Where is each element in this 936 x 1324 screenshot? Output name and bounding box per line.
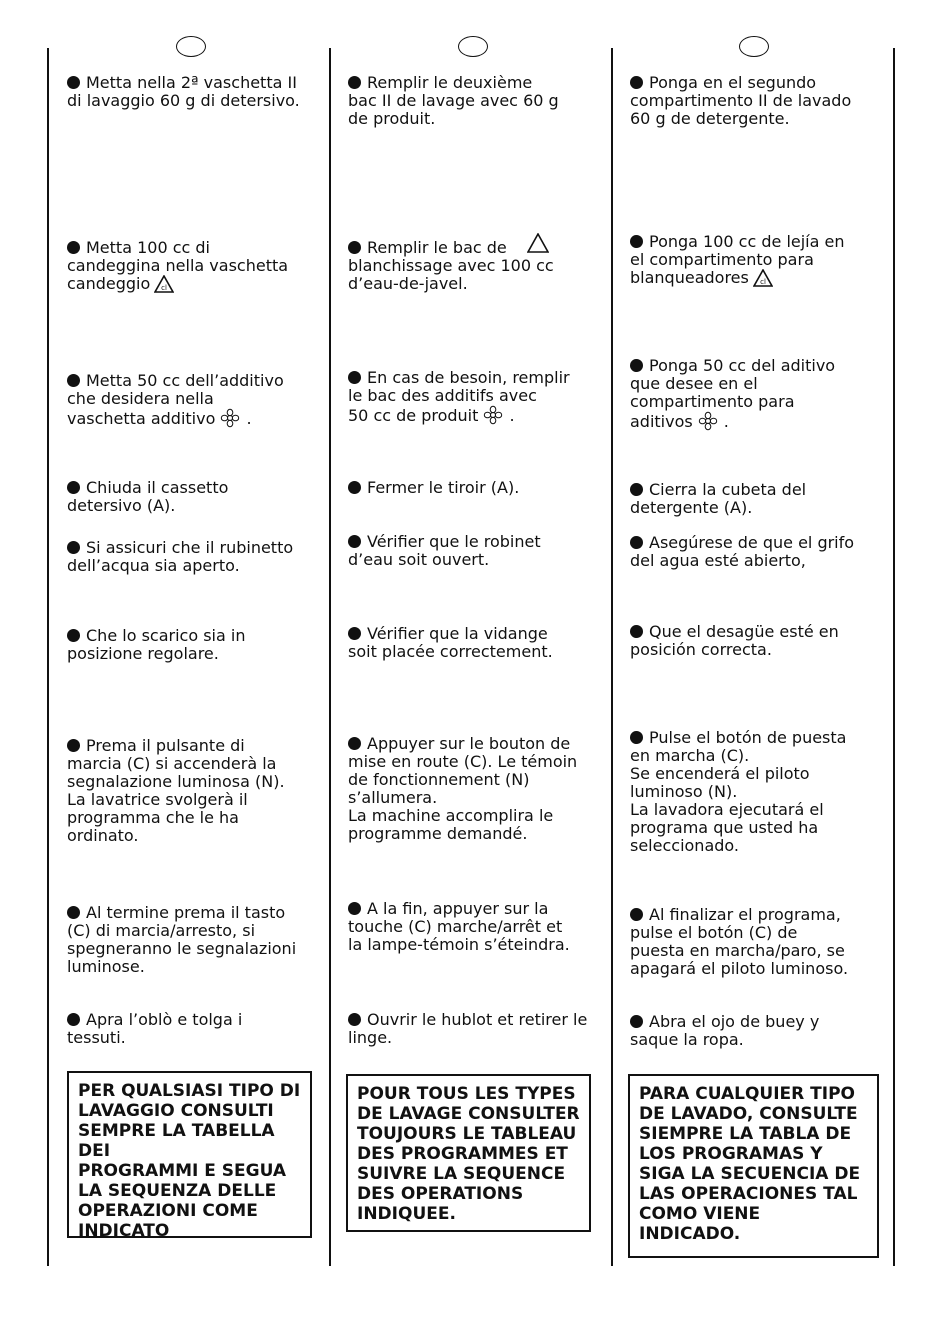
flower-additive-icon <box>697 411 719 431</box>
es-step-tap: Asegúrese de que el grifo del agua esté abierto, <box>630 533 855 570</box>
bullet-icon <box>67 739 80 752</box>
fr-step-drain: Vérifier que la vidange soit placée correctement. <box>348 624 553 661</box>
bullet-icon <box>630 359 643 372</box>
column-divider-right <box>893 48 895 1266</box>
bullet-icon <box>67 481 80 494</box>
bleach-warning-icon <box>154 275 174 293</box>
bullet-icon <box>630 908 643 921</box>
bleach-triangle-icon <box>527 233 549 253</box>
language-badge-italian <box>176 36 206 57</box>
fr-step-detergent: Remplir le deuxième bac II de lavage avec 60 g de produit. <box>348 73 559 128</box>
it-step-close-drawer: Chiuda il cassetto detersivo (A). <box>67 478 229 515</box>
bullet-icon <box>348 371 361 384</box>
fr-step-start: Appuyer sur le bouton de mise en route (C). Le témoin de fonctionnement (N) s’allumera. La machine accomplira le programme demandé. <box>348 734 578 843</box>
it-step-bleach: Metta 100 cc di candeggina nella vaschetta candeggio cl <box>67 238 289 293</box>
column-divider-left <box>47 48 49 1266</box>
language-badge-spanish <box>739 36 769 57</box>
fr-step-bleach: Remplir le bac de blanchissage avec 100 cc d’eau-de-javel. <box>348 238 554 293</box>
bullet-icon <box>630 536 643 549</box>
es-step-detergent: Ponga en el segundo compartimento II de lavado 60 g de detergente. <box>630 73 852 128</box>
bullet-icon <box>67 374 80 387</box>
it-step-detergent: Metta nella 2ª vaschetta II di lavaggio 60 g di detersivo. <box>67 73 300 110</box>
bullet-icon <box>348 76 361 89</box>
bullet-icon <box>348 535 361 548</box>
es-step-start: Pulse el botón de puesta en marcha (C). Se encenderá el piloto luminoso (N). La lavadora ejecutará el programa que usted ha seleccionado. <box>630 728 847 855</box>
it-notice-box: PER QUALSIASI TIPO DI LAVAGGIO CONSULTI SEMPRE LA TABELLA DEI PROGRAMMI E SEGUA LA SEQUENZA DELLE OPERAZIONI COME INDICATO <box>67 1071 312 1238</box>
svg-text:cl: cl <box>161 284 168 292</box>
bullet-icon <box>67 541 80 554</box>
es-step-open-door: Abra el ojo de buey y saque la ropa. <box>630 1012 820 1049</box>
bullet-icon <box>630 625 643 638</box>
es-step-drain: Que el desagüe esté en posición correcta. <box>630 622 839 659</box>
bullet-icon <box>67 1013 80 1026</box>
it-step-drain: Che lo scarico sia in posizione regolare. <box>67 626 246 663</box>
bullet-icon <box>348 241 361 254</box>
es-notice-box: PARA CUALQUIER TIPO DE LAVADO, CONSULTE SIEMPRE LA TABLA DE LOS PROGRAMAS Y SIGA LA SECUENCIA DE LAS OPERACIONES TAL COMO VIENE INDICADO. <box>628 1074 879 1258</box>
bullet-icon <box>67 241 80 254</box>
it-step-open-door: Apra l’oblò e tolga i tessuti. <box>67 1010 243 1047</box>
bullet-icon <box>630 483 643 496</box>
bullet-icon <box>67 76 80 89</box>
flower-additive-icon <box>219 408 241 428</box>
column-divider-2 <box>611 48 613 1266</box>
es-step-close-drawer: Cierra la cubeta del detergente (A). <box>630 480 807 517</box>
bullet-icon <box>630 76 643 89</box>
bullet-icon <box>67 629 80 642</box>
it-step-additive: Metta 50 cc dell’additivo che desidera nella vaschetta additivo . <box>67 371 284 428</box>
it-step-start: Prema il pulsante di marcia (C) si accenderà la segnalazione luminosa (N). La lavatrice svolgerà il programma che le ha ordinato. <box>67 736 285 845</box>
svg-text:cl: cl <box>759 278 766 286</box>
es-step-bleach: Ponga 100 cc de lejía en el compartimento para blanqueadores cl <box>630 232 845 287</box>
es-step-end: Al finalizar el programa, pulse el botón (C) de puesta en marcha/paro, se apagará el piloto luminoso. <box>630 905 849 978</box>
bullet-icon <box>630 235 643 248</box>
language-badge-french <box>458 36 488 57</box>
fr-step-additive: En cas de besoin, remplir le bac des additifs avec 50 cc de produit . <box>348 368 570 425</box>
fr-step-end: A la fin, appuyer sur la touche (C) marche/arrêt et la lampe-témoin s’éteindra. <box>348 899 570 954</box>
bullet-icon <box>348 481 361 494</box>
fr-step-close-drawer: Fermer le tiroir (A). <box>348 479 598 497</box>
flower-additive-icon <box>482 405 504 425</box>
bullet-icon <box>348 737 361 750</box>
fr-step-open-door: Ouvrir le hublot et retirer le linge. <box>348 1010 588 1047</box>
fr-step-tap: Vérifier que le robinet d’eau soit ouvert. <box>348 532 541 569</box>
es-step-additive: Ponga 50 cc del aditivo que desee en el compartimento para aditivos . <box>630 356 836 431</box>
bleach-warning-icon <box>753 269 773 287</box>
bullet-icon <box>348 902 361 915</box>
column-divider-1 <box>329 48 331 1266</box>
it-step-tap: Si assicuri che il rubinetto dell’acqua sia aperto. <box>67 538 294 575</box>
bullet-icon <box>67 906 80 919</box>
fr-notice-box: POUR TOUS LES TYPES DE LAVAGE CONSULTER TOUJOURS LE TABLEAU DES PROGRAMMES ET SUIVRE LA SEQUENCE DES OPERATIONS INDIQUEE. <box>346 1074 591 1232</box>
bullet-icon <box>630 731 643 744</box>
it-step-end: Al termine prema il tasto (C) di marcia/arresto, si spegneranno le segnalazioni luminose. <box>67 903 297 976</box>
bullet-icon <box>630 1015 643 1028</box>
bullet-icon <box>348 1013 361 1026</box>
bullet-icon <box>348 627 361 640</box>
